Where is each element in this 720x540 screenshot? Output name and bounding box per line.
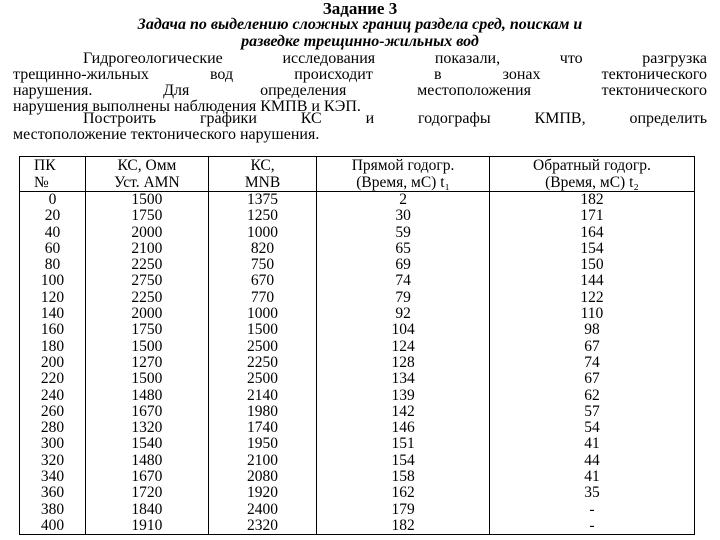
- table-cell: 1840: [85, 502, 208, 518]
- table-cell: 182: [489, 192, 694, 209]
- table-row: [20, 322, 695, 338]
- task-instruction-paragraph: [13, 111, 707, 143]
- table-cell: 57: [489, 404, 694, 420]
- table-cell: 160: [20, 322, 86, 338]
- table-cell: 120: [20, 290, 86, 306]
- table-cell: 2000: [85, 306, 208, 322]
- table-cell: 320: [20, 453, 86, 469]
- table-cell: 220: [20, 371, 86, 387]
- table-cell: 400: [20, 518, 86, 535]
- table-cell: 1750: [85, 322, 208, 338]
- table-cell: 2000: [85, 225, 208, 241]
- table-cell: 1250: [208, 208, 316, 224]
- table-cell: 1950: [208, 436, 316, 452]
- table-cell: 1000: [208, 225, 316, 241]
- table-cell: 30: [317, 208, 490, 224]
- table-cell: 2250: [85, 290, 208, 306]
- table-row: [20, 420, 695, 436]
- table-row: [20, 339, 695, 355]
- table-cell: 1480: [85, 453, 208, 469]
- task-subtitle-line-1: Задача по выделению сложных границ раздела сред, поискам и: [137, 16, 583, 33]
- table-cell: 44: [489, 453, 694, 469]
- table-cell: -: [489, 502, 694, 518]
- table-row: [20, 192, 695, 209]
- header-reverse-hodograph: Обратный годогр. (Время, мС) t₂: [489, 157, 694, 192]
- table-cell: 80: [20, 257, 86, 273]
- table-cell: 162: [317, 485, 490, 501]
- table-cell: 20: [20, 208, 86, 224]
- table-cell: 151: [317, 436, 490, 452]
- table-cell: 2: [317, 192, 490, 209]
- table-cell: 1920: [208, 485, 316, 501]
- table-cell: 1910: [85, 518, 208, 535]
- table-cell: 750: [208, 257, 316, 273]
- table-cell: 1750: [85, 208, 208, 224]
- table-row: [20, 388, 695, 404]
- table-cell: 180: [20, 339, 86, 355]
- table-cell: 1740: [208, 420, 316, 436]
- table-cell: 1540: [85, 436, 208, 452]
- table-cell: 380: [20, 502, 86, 518]
- table-cell: 1500: [85, 371, 208, 387]
- table-row: [20, 453, 695, 469]
- table-cell: 360: [20, 485, 86, 501]
- table-row: [20, 469, 695, 485]
- table-cell: 2140: [208, 388, 316, 404]
- table-header-row: [20, 157, 695, 192]
- table-row: [20, 257, 695, 273]
- paragraph-line: Построить графики КС и годографы КМПВ, определить: [83, 111, 707, 127]
- table-cell: 134: [317, 371, 490, 387]
- table-cell: 79: [317, 290, 490, 306]
- paragraph-line: нарушения. Для определения местоположения тектонического: [13, 83, 707, 99]
- table-cell: 40: [20, 225, 86, 241]
- table-cell: 164: [489, 225, 694, 241]
- task-subtitle-line-2: разведке трещинно-жильных вод: [241, 33, 479, 50]
- table-cell: 182: [317, 518, 490, 535]
- table-row: [20, 225, 695, 241]
- table-cell: 98: [489, 322, 694, 338]
- table-cell: 144: [489, 273, 694, 289]
- table-cell: 2250: [85, 257, 208, 273]
- table-cell: 54: [489, 420, 694, 436]
- table-cell: 179: [317, 502, 490, 518]
- table-row: [20, 306, 695, 322]
- table-row: [20, 355, 695, 371]
- table-row: [20, 208, 695, 224]
- table-cell: 62: [489, 388, 694, 404]
- table-cell: 124: [317, 339, 490, 355]
- table-cell: 770: [208, 290, 316, 306]
- table-cell: 74: [489, 355, 694, 371]
- table-cell: 67: [489, 339, 694, 355]
- table-cell: 820: [208, 241, 316, 257]
- table-cell: 74: [317, 273, 490, 289]
- table-cell: 128: [317, 355, 490, 371]
- table-row: [20, 290, 695, 306]
- table-cell: 1500: [85, 192, 208, 209]
- table-cell: 1720: [85, 485, 208, 501]
- table-cell: 2100: [208, 453, 316, 469]
- table-cell: 2080: [208, 469, 316, 485]
- table-cell: 1000: [208, 306, 316, 322]
- observation-data-table: [19, 156, 695, 535]
- table-cell: 67: [489, 371, 694, 387]
- table-cell: 0: [20, 192, 86, 209]
- paragraph-line: местоположение тектонического нарушения.: [13, 127, 320, 143]
- table-cell: 1500: [85, 339, 208, 355]
- table-cell: -: [489, 518, 694, 535]
- table-cell: 2500: [208, 339, 316, 355]
- table-cell: 142: [317, 404, 490, 420]
- table-cell: 59: [317, 225, 490, 241]
- paragraph-line: нарушения выполнены наблюдения КМПВ и КЭП.: [13, 99, 361, 115]
- table-row: [20, 273, 695, 289]
- table-row: [20, 241, 695, 257]
- table-cell: 1480: [85, 388, 208, 404]
- table-cell: 65: [317, 241, 490, 257]
- table-cell: 340: [20, 469, 86, 485]
- table-cell: 92: [317, 306, 490, 322]
- table-cell: 139: [317, 388, 490, 404]
- table-cell: 200: [20, 355, 86, 371]
- table-cell: 122: [489, 290, 694, 306]
- table-cell: 2500: [208, 371, 316, 387]
- paragraph-line: трещинно-жильных вод происходит в зонах тектонического: [13, 67, 707, 83]
- table-cell: 240: [20, 388, 86, 404]
- table-cell: 154: [317, 453, 490, 469]
- table-cell: 1270: [85, 355, 208, 371]
- table-row: [20, 502, 695, 518]
- table-cell: 2320: [208, 518, 316, 535]
- table-cell: 2750: [85, 273, 208, 289]
- table-cell: 35: [489, 485, 694, 501]
- table-cell: 100: [20, 273, 86, 289]
- page-title: Задание 3: [322, 0, 398, 18]
- table-cell: 1500: [208, 322, 316, 338]
- table-cell: 670: [208, 273, 316, 289]
- table-row: [20, 404, 695, 420]
- table-cell: 104: [317, 322, 490, 338]
- table-cell: 171: [489, 208, 694, 224]
- table-cell: 1980: [208, 404, 316, 420]
- header-ks-mnb: КС, MNB: [208, 157, 316, 192]
- table-cell: 1670: [85, 469, 208, 485]
- table-cell: 140: [20, 306, 86, 322]
- table-row: [20, 371, 695, 387]
- table-cell: 150: [489, 257, 694, 273]
- table-row: [20, 436, 695, 452]
- table-cell: 2100: [85, 241, 208, 257]
- table-cell: 41: [489, 469, 694, 485]
- table-cell: 60: [20, 241, 86, 257]
- table-body: [20, 192, 695, 535]
- table-cell: 1375: [208, 192, 316, 209]
- table-cell: 2400: [208, 502, 316, 518]
- task-description-paragraph: [13, 51, 707, 115]
- table-cell: 1670: [85, 404, 208, 420]
- header-pk: ПК №: [20, 157, 86, 192]
- table-cell: 41: [489, 436, 694, 452]
- table-row: [20, 485, 695, 501]
- table-cell: 158: [317, 469, 490, 485]
- table-row: [20, 518, 695, 535]
- table-cell: 300: [20, 436, 86, 452]
- table-cell: 280: [20, 420, 86, 436]
- header-ks-amn: КС, Омм Уст. AMN: [85, 157, 208, 192]
- table-cell: 1320: [85, 420, 208, 436]
- table-cell: 2250: [208, 355, 316, 371]
- table-cell: 146: [317, 420, 490, 436]
- table-cell: 260: [20, 404, 86, 420]
- header-direct-hodograph: Прямой годогр. (Время, мС) t₁: [317, 157, 490, 192]
- table-cell: 154: [489, 241, 694, 257]
- paragraph-line: Гидрогеологические исследования показали, что разгрузка: [83, 51, 707, 67]
- table-cell: 110: [489, 306, 694, 322]
- table-cell: 69: [317, 257, 490, 273]
